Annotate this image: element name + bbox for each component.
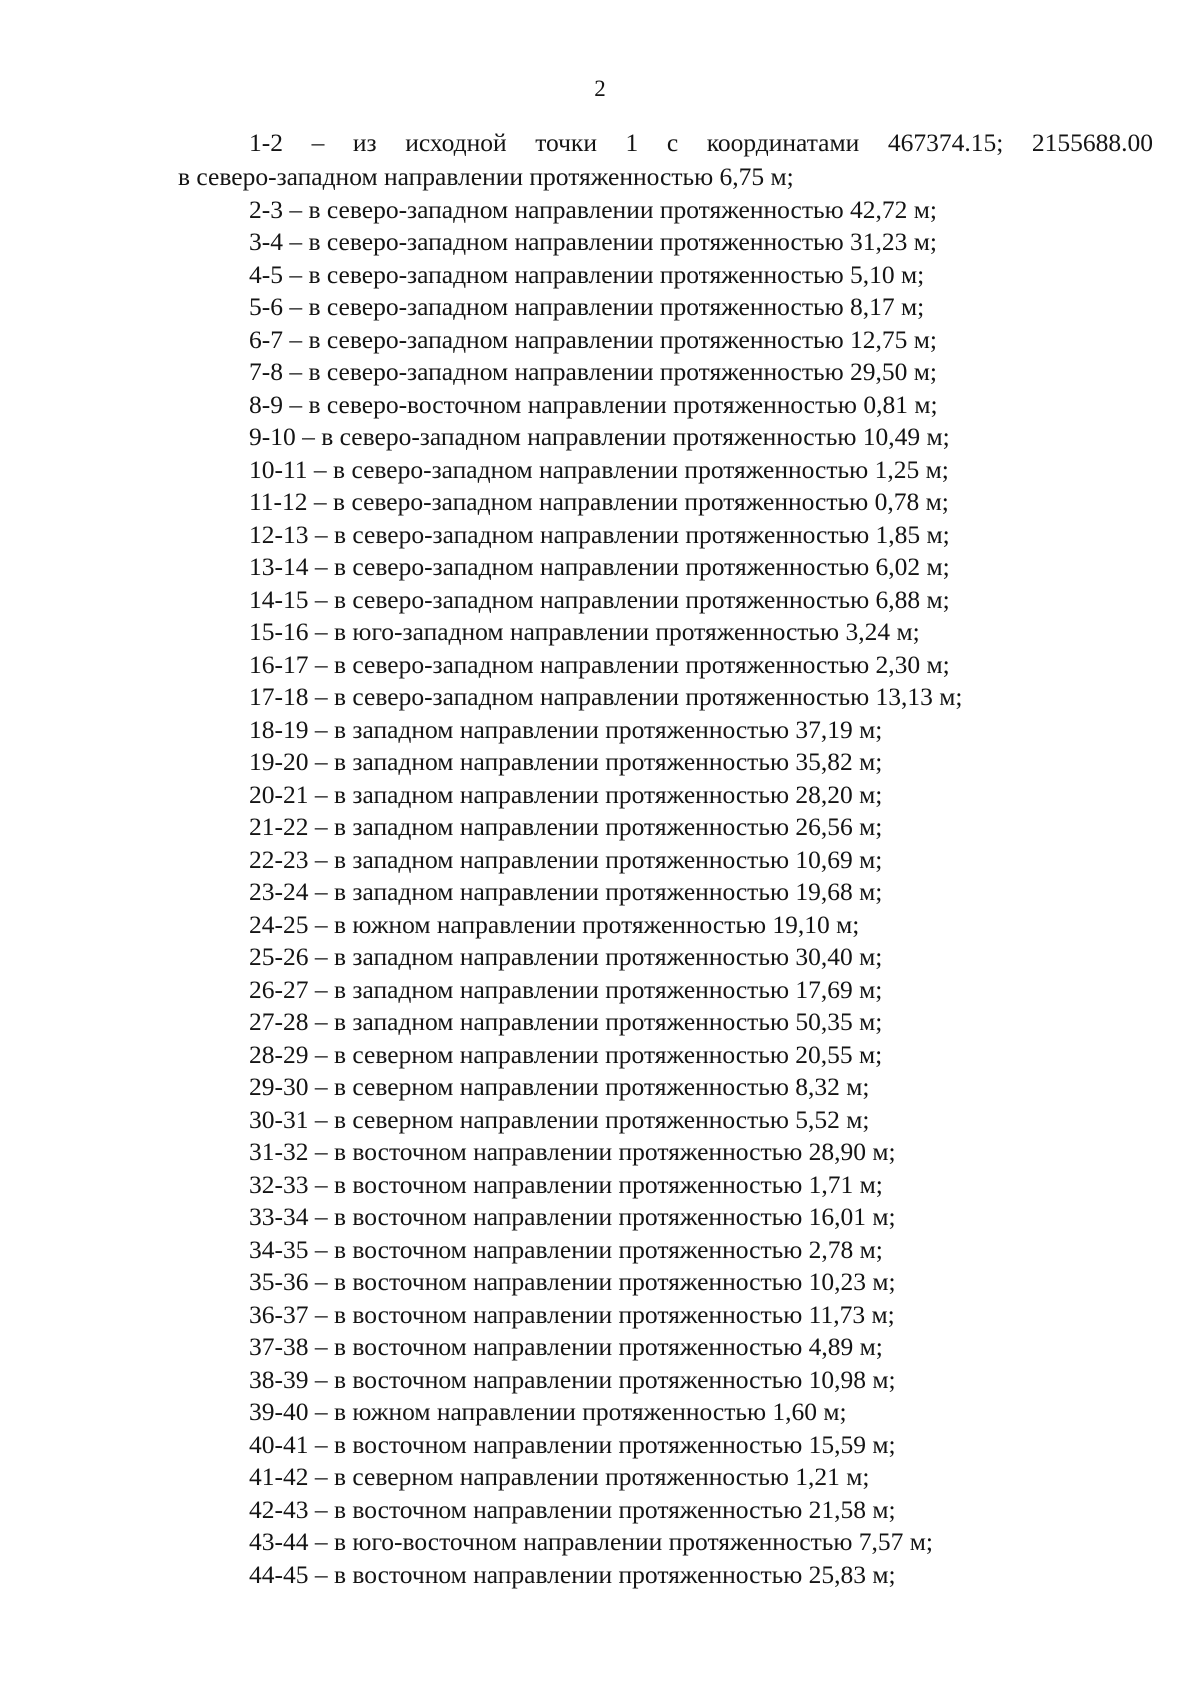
segment-line: 25-26 – в западном направлении протяженностью 30,40 м; <box>249 942 883 972</box>
boundary-description <box>178 126 1153 1591</box>
intro-line-1: 1-2 – из исходной точки 1 с координатами 467374.15; 2155688.00 <box>249 128 1153 157</box>
segment-line: 30-31 – в северном направлении протяженностью 5,52 м; <box>249 1104 870 1134</box>
segment-line: 19-20 – в западном направлении протяженностью 35,82 м; <box>249 747 883 777</box>
segment-line: 9-10 – в северо-западном направлении протяженностью 10,49 м; <box>249 422 950 452</box>
segment-line: 12-13 – в северо-западном направлении протяженностью 1,85 м; <box>249 519 950 549</box>
segment-line: 21-22 – в западном направлении протяженностью 26,56 м; <box>249 812 883 842</box>
segment-line: 3-4 – в северо-западном направлении протяженностью 31,23 м; <box>249 227 937 257</box>
segment-line: 43-44 – в юго-восточном направлении протяженностью 7,57 м; <box>249 1527 934 1557</box>
segment-line: 39-40 – в южном направлении протяженностью 1,60 м; <box>249 1397 847 1427</box>
segment-line: 6-7 – в северо-западном направлении протяженностью 12,75 м; <box>249 324 937 354</box>
segment-line: 7-8 – в северо-западном направлении протяженностью 29,50 м; <box>249 357 937 387</box>
segment-line: 15-16 – в юго-западном направлении протяженностью 3,24 м; <box>249 617 920 647</box>
segment-line: 35-36 – в восточном направлении протяженностью 10,23 м; <box>249 1267 896 1297</box>
segment-line: 40-41 – в восточном направлении протяженностью 15,59 м; <box>249 1429 896 1459</box>
segment-line: 16-17 – в северо-западном направлении протяженностью 2,30 м; <box>249 649 950 679</box>
segment-line: 23-24 – в западном направлении протяженностью 19,68 м; <box>249 877 883 907</box>
segment-line: 36-37 – в восточном направлении протяженностью 11,73 м; <box>249 1299 895 1329</box>
segment-line: 20-21 – в западном направлении протяженностью 28,20 м; <box>249 779 883 809</box>
page-number: 2 <box>594 76 606 101</box>
segment-line: 4-5 – в северо-западном направлении протяженностью 5,10 м; <box>249 259 925 289</box>
segment-line: 8-9 – в северо-восточном направлении протяженностью 0,81 м; <box>249 389 938 419</box>
segment-list <box>178 194 1153 1592</box>
segment-line: 33-34 – в восточном направлении протяженностью 16,01 м; <box>249 1202 896 1232</box>
intro-line-2: в северо-западном направлении протяженностью 6,75 м; <box>178 161 794 191</box>
segment-line: 29-30 – в северном направлении протяженностью 8,32 м; <box>249 1072 870 1102</box>
segment-line: 10-11 – в северо-западном направлении протяженностью 1,25 м; <box>249 454 949 484</box>
segment-line: 14-15 – в северо-западном направлении протяженностью 6,88 м; <box>249 584 950 614</box>
segment-line: 26-27 – в западном направлении протяженностью 17,69 м; <box>249 974 883 1004</box>
segment-line: 32-33 – в восточном направлении протяженностью 1,71 м; <box>249 1169 883 1199</box>
segment-line: 24-25 – в южном направлении протяженностью 19,10 м; <box>249 909 860 939</box>
segment-line: 34-35 – в восточном направлении протяженностью 2,78 м; <box>249 1234 883 1264</box>
segment-line: 42-43 – в восточном направлении протяженностью 21,58 м; <box>249 1494 896 1524</box>
segment-line: 41-42 – в северном направлении протяженностью 1,21 м; <box>249 1462 870 1492</box>
segment-line: 11-12 – в северо-западном направлении протяженностью 0,78 м; <box>249 487 949 517</box>
segment-line: 18-19 – в западном направлении протяженностью 37,19 м; <box>249 714 883 744</box>
segment-line: 22-23 – в западном направлении протяженностью 10,69 м; <box>249 844 883 874</box>
segment-line: 13-14 – в северо-западном направлении протяженностью 6,02 м; <box>249 552 950 582</box>
segment-line: 17-18 – в северо-западном направлении протяженностью 13,13 м; <box>249 682 963 712</box>
segment-line: 37-38 – в восточном направлении протяженностью 4,89 м; <box>249 1332 883 1362</box>
segment-line: 31-32 – в восточном направлении протяженностью 28,90 м; <box>249 1137 896 1167</box>
segment-line: 27-28 – в западном направлении протяженностью 50,35 м; <box>249 1007 883 1037</box>
segment-line: 38-39 – в восточном направлении протяженностью 10,98 м; <box>249 1364 896 1394</box>
segment-line: 28-29 – в северном направлении протяженностью 20,55 м; <box>249 1039 883 1069</box>
segment-line: 44-45 – в восточном направлении протяженностью 25,83 м; <box>249 1559 896 1589</box>
segment-line: 2-3 – в северо-западном направлении протяженностью 42,72 м; <box>249 194 937 224</box>
segment-line: 5-6 – в северо-западном направлении протяженностью 8,17 м; <box>249 292 925 322</box>
